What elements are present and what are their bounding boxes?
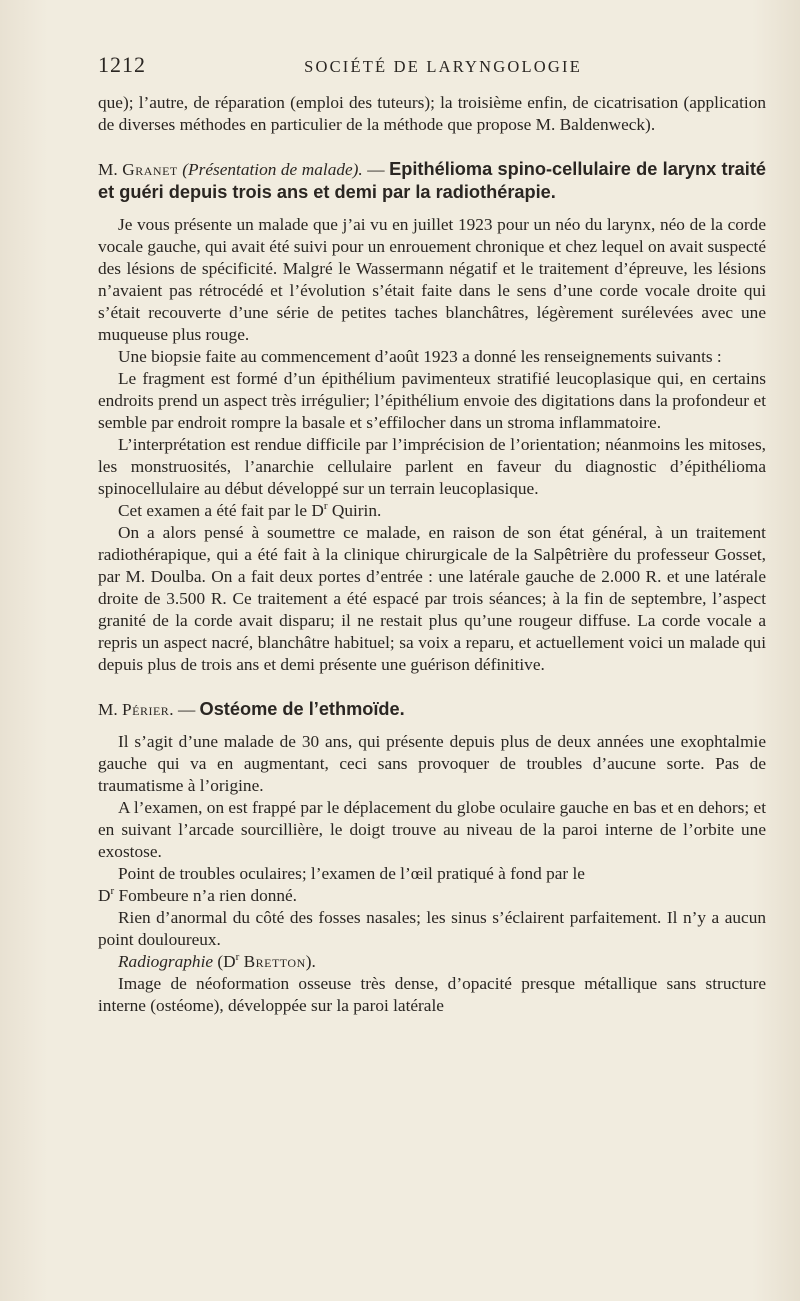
quirin-suffix: Quirin. (327, 501, 382, 520)
case2-paragraph-4: Rien d’anormal du côté des fosses nasales; les sinus s’éclairent parfaitement. Il n’y a aucun point douloureux. (98, 908, 766, 949)
case1-paragraph-2: Une biopsie faite au commencement d’août 1923 a donné les renseignements suivants : (118, 347, 722, 366)
case2-paragraph-5: Image de néoformation osseuse très dense, d’opacité presque métallique sans structure interne (ostéome), développée sur la paroi latérale (98, 974, 766, 1015)
radio-open: (D (213, 952, 236, 971)
case2-radiographie (98, 951, 766, 973)
case1-heading (98, 158, 766, 204)
case1-paragraph-3: Le fragment est formé d’un épithélium pavimenteux stratifié leucoplasique qui, en certains endroits prend un aspect très irrégulier; l’épithélium envoie des digitations dans la profondeur et semble par endroit rompre la basale et s’effilocher dans un stroma inflammatoire. (98, 369, 766, 432)
case2-paragraph-2: A l’examen, on est frappé par le déplacement du globe oculaire gauche en bas et en dehors; et en suivant l’arcade sourcillière, le doigt trouve au niveau de la paroi interne de l’orbite une exostose. (98, 798, 766, 861)
case2-p3-sup: r (110, 885, 115, 898)
case1-paragraph-4: L’interprétation est rendue difficile par l’imprécision de l’orientation; néanmoins les mitoses, les monstruosités, l’anarchie cellulaire parlent en faveur du diagnostic d’épithélioma spinocellulaire au début développé sur un terrain leucoplasique. (98, 435, 766, 498)
radio-label: Radiographie (118, 952, 214, 971)
case2-dash: . — (169, 700, 200, 719)
case1-closing: On a alors pensé à soumettre ce malade, en raison de son état général, à un traitement radiothérapique, qui a été fait à la clinique chirurgicale de la Salpêtrière du professeur Gosset, par M. Doulba. On a fait deux portes d’entrée : une latérale gauche de 2.000 R. et une latérale droite de 3.500 R. Ce traitement a été espacé par trois séances; à la fin de septembre, l’aspect granité de la corde avait disparu; il ne restait plus qu’une rougeur diffuse. La corde vocale a repris un aspect nacré, blanchâtre habituel; sa voix a reparu, et actuellement voici un malade qui depuis plus de trois ans et demi présente une guérison définitive. (98, 523, 766, 674)
page-number: 1212 (98, 52, 146, 77)
case1-paragraph-1: Je vous présente un malade que j’ai vu en juillet 1923 pour un néo du larynx, néo de la corde vocale gauche, qui avait été suivi pour un enrouement chronique et chez lequel on avait suspecté des lésions de spécificité. Malgré le Wassermann négatif et le traitement d’épreuve, les lésions n’avaient pas rétrocédé et l’évolution s’était faite dans le sens d’une corde vocale droite qui s’était recouverte d’une série de petites taches blanchâtres, légèrement surélevées avec une muqueuse plus rouge. (98, 215, 766, 344)
radio-sup: r (235, 951, 240, 964)
case2-paragraph-3 (98, 863, 766, 907)
case1-presentation: (Présentation de malade). (182, 160, 363, 179)
case2-author-name: Périer (122, 700, 170, 719)
page-header (98, 52, 760, 92)
intro-paragraph: que); l’autre, de réparation (emploi des tuteurs); la troisième enfin, de cicatrisation (application de diverses méthodes en particulier de la méthode que propose M. Baldenweck). (98, 93, 766, 134)
case1-author-prefix: M. (98, 160, 118, 179)
case2-title: Ostéome de l’ethmoïde. (199, 699, 405, 719)
radio-name: Bretton (243, 952, 306, 971)
case1-quirin-line (98, 500, 766, 522)
radio-close: ). (305, 952, 316, 971)
case1-title: Epithélioma spino-cellulaire de larynx traité et guéri depuis trois ans et demi par la radiothérapie. (98, 159, 767, 202)
quirin-prefix: Cet examen a été fait par le D (118, 501, 324, 520)
case2-p3-end: Fombeure n’a rien donné. (114, 886, 297, 905)
running-title: SOCIÉTÉ DE LARYNGOLOGIE (304, 57, 582, 76)
case2-author-prefix: M. (98, 700, 118, 719)
quirin-sup: r (323, 500, 328, 513)
case1-dash: — (362, 160, 390, 179)
case2-p3-dr: D (98, 886, 111, 905)
case2-p3-text: Point de troubles oculaires; l’examen de l’œil pratiqué à fond par le (118, 864, 585, 883)
case1-author-name: Granet (122, 160, 178, 179)
case2-paragraph-1: Il s’agit d’une malade de 30 ans, qui présente depuis plus de deux années une exophtalmie gauche qui va en augmentant, ceci sans provoquer de troubles d’aucune sorte. Pas de traumatisme à l’origine. (98, 732, 766, 795)
case2-heading (98, 698, 766, 721)
